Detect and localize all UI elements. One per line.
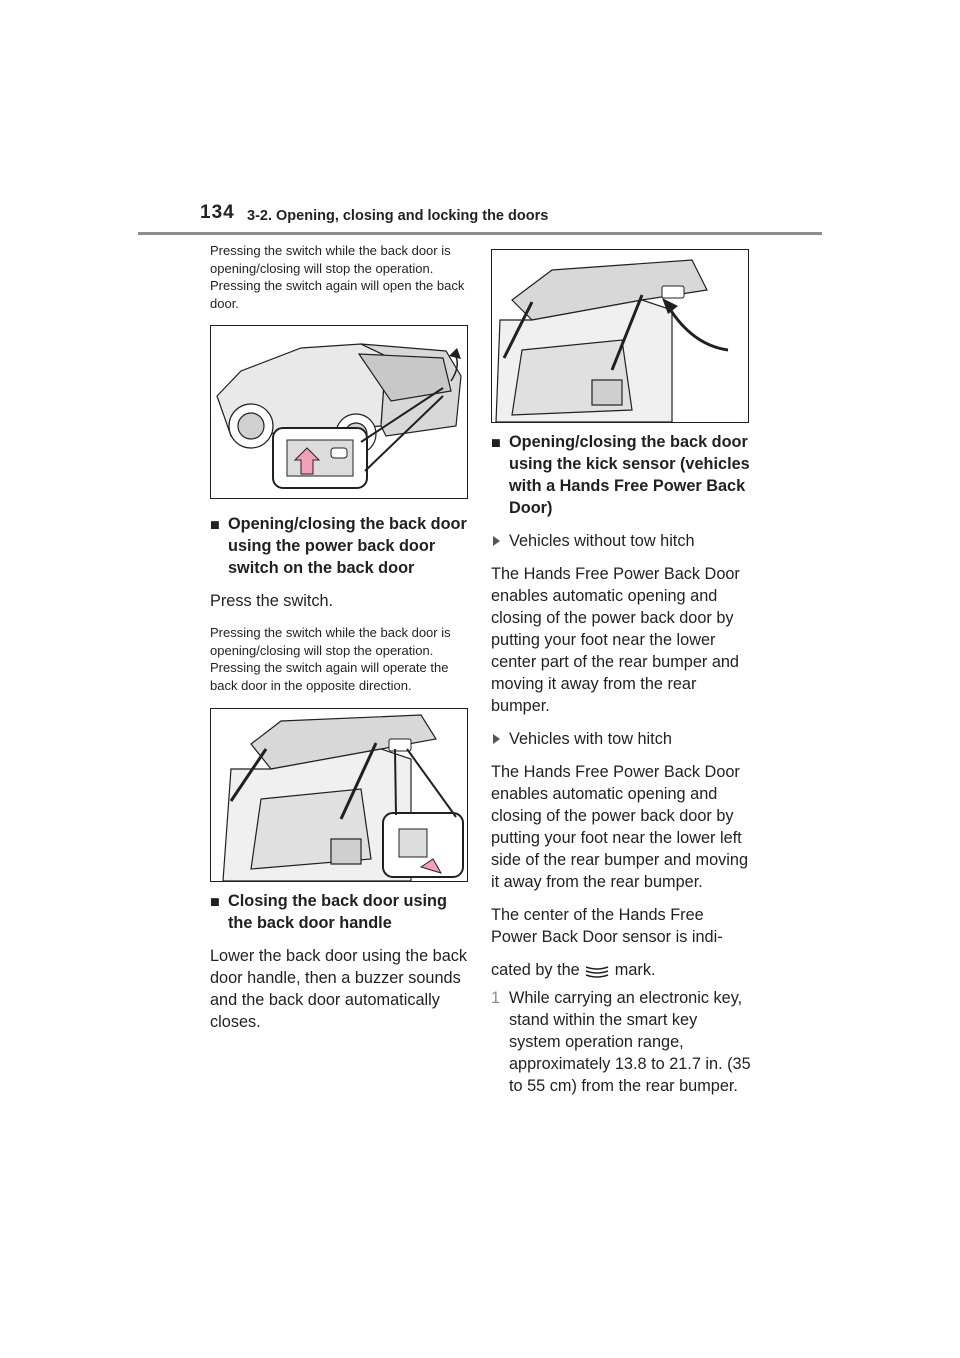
- without-hitch-text: The Hands Free Power Back Door enables automatic opening and closing of the power back door by putting your foot near the lower center part of the rear bumper and moving it away from the rear bumper.: [491, 565, 740, 715]
- intro-note: Pressing the switch while the back door is opening/closing will stop the operation. Pressing the switch again will open the back door.: [210, 243, 465, 311]
- heading-marker-icon: ■: [210, 893, 220, 911]
- power-switch-note: Pressing the switch while the back door is opening/closing will stop the operation. Pressing the switch again will operate the back door in the opposite direction.: [210, 625, 451, 693]
- left-column: [210, 242, 472, 1033]
- step-number: 1: [491, 989, 501, 1007]
- page-number: 134: [200, 202, 235, 223]
- figure-back-door-switch: [210, 708, 468, 882]
- sensor-mark-line: cated by the mark.: [491, 961, 656, 979]
- right-column: [491, 249, 753, 1097]
- triangle-bullet-icon: [493, 734, 500, 744]
- heading-marker-icon: ■: [210, 516, 220, 534]
- with-hitch-label: Vehicles with tow hitch: [491, 728, 753, 750]
- closing-text: Lower the back door using the back door handle, then a buzzer sounds and the back door automatically closes.: [210, 947, 468, 1031]
- heading-closing: ■ Closing the back door using the back door handle: [210, 892, 447, 932]
- back-door-open-illustration: [492, 250, 748, 422]
- step-1: 1 While carrying an electronic key, stand within the smart key system operation range, approximately 13.8 to 21.7 in. (35 to 55 cm) from the rear bumper.: [491, 989, 751, 1095]
- triangle-bullet-icon: [493, 536, 500, 546]
- without-hitch-label: Vehicles without tow hitch: [491, 530, 753, 552]
- sensor-center-text: The center of the Hands Free Power Back Door sensor is indi-: [491, 906, 723, 946]
- kick-sensor-mark-icon: [584, 964, 610, 978]
- header-rule: [138, 232, 822, 235]
- press-switch-text: Press the switch.: [210, 592, 334, 610]
- section-title: 3-2. Opening, closing and locking the doors: [247, 208, 549, 224]
- back-door-switch-illustration: [211, 709, 467, 881]
- heading-marker-icon: ■: [491, 434, 501, 452]
- heading-kick-sensor: ■ Opening/closing the back door using the kick sensor (vehicles with a Hands Free Power Back Door): [491, 433, 750, 517]
- car-rear-switch-illustration: [211, 326, 467, 498]
- with-hitch-text: The Hands Free Power Back Door enables automatic opening and closing of the power back door by putting your foot near the lower left side of the rear bumper and moving it away from the rear bumper.: [491, 763, 749, 891]
- figure-car-rear-switch: [210, 325, 468, 499]
- heading-power-switch: ■ Opening/closing the back door using the power back door switch on the back door: [210, 515, 467, 577]
- figure-back-door-open: [491, 249, 749, 423]
